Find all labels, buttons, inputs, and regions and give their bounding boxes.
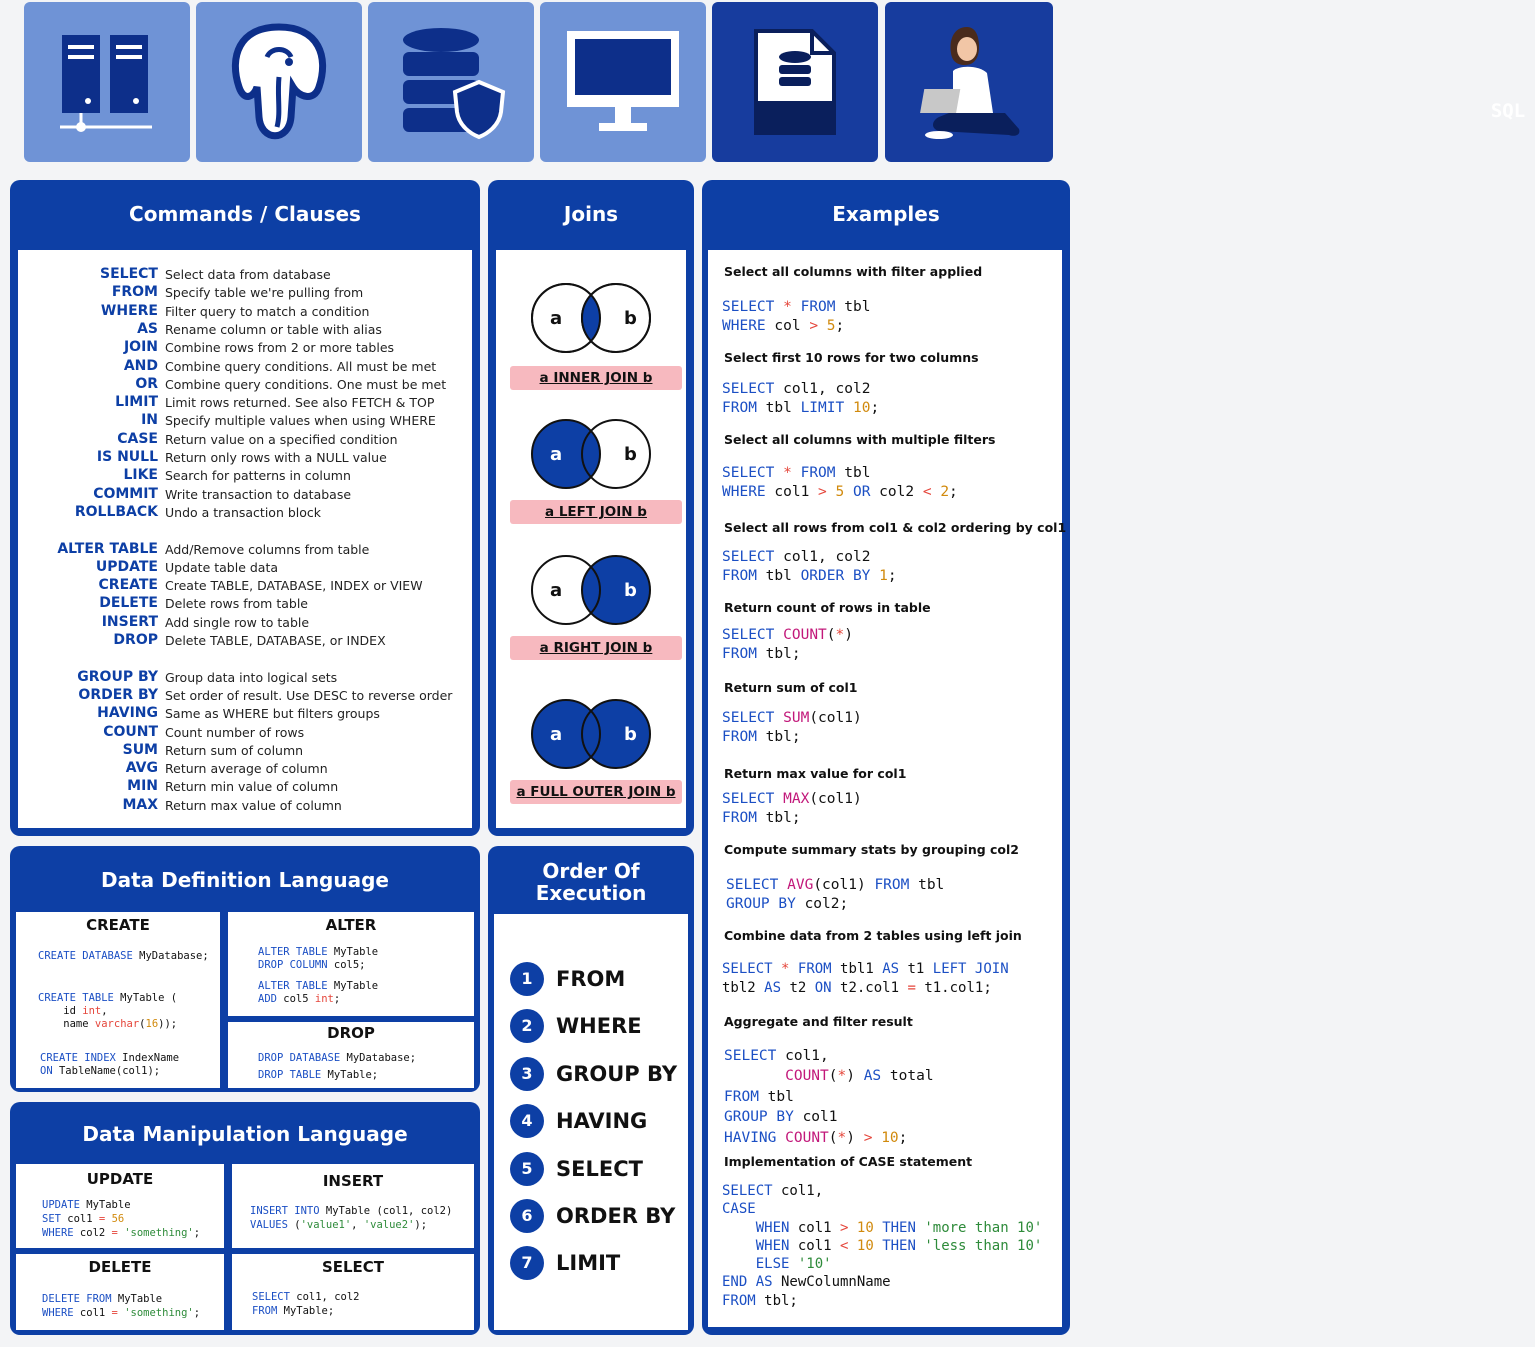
command-description: Return value on a specified condition bbox=[165, 431, 398, 447]
command-description: Return only rows with a NULL value bbox=[165, 450, 387, 465]
command-row bbox=[18, 467, 478, 485]
command-description: Same as WHERE but filters groups bbox=[165, 706, 380, 722]
ddl-create-box bbox=[16, 912, 220, 1088]
command-name: LIMIT bbox=[115, 394, 158, 411]
example-code: SELECT col1, CASE WHEN col1 > 10 THEN 'more than 10' WHEN col1 < 10 THEN 'less than 10' ELSE '10' END AS NewColumnName FROM tbl; bbox=[722, 1183, 1043, 1309]
command-row bbox=[18, 412, 478, 430]
order-title-line1: Order Of bbox=[542, 859, 640, 883]
command-name: SUM bbox=[122, 741, 158, 758]
command-row bbox=[18, 266, 478, 284]
ddl-create-code: CREATE TABLE MyTable ( id int, name varchar(16)); bbox=[38, 992, 178, 1030]
command-description: Delete rows from table bbox=[165, 596, 308, 612]
full-outer-join-diagram bbox=[526, 696, 656, 776]
example-heading: Combine data from 2 tables using left join bbox=[724, 928, 1022, 943]
dml-title: Data Manipulation Language bbox=[82, 1122, 408, 1146]
command-row bbox=[18, 486, 478, 504]
joins-title: Joins bbox=[563, 202, 619, 226]
command-row bbox=[18, 614, 478, 632]
order-title bbox=[488, 860, 694, 904]
command-description: Set order of result. Use DESC to reverse order bbox=[165, 687, 453, 703]
command-row bbox=[18, 431, 478, 449]
command-description: Write transaction to database bbox=[165, 486, 352, 502]
ddl-alter-box bbox=[228, 912, 474, 1016]
order-body bbox=[494, 914, 688, 1330]
database-tile bbox=[368, 2, 534, 162]
order-step-label: GROUP BY bbox=[556, 1061, 678, 1086]
dml-panel bbox=[10, 1102, 480, 1335]
inner-join-label: a INNER JOIN b bbox=[510, 366, 682, 390]
dml-select-title: SELECT bbox=[321, 1258, 385, 1276]
examples-panel bbox=[702, 180, 1070, 1335]
order-step-number: 1 bbox=[510, 962, 544, 996]
command-name: MIN bbox=[127, 778, 158, 795]
example-heading: Select all columns with multiple filters bbox=[724, 432, 996, 447]
example-code: SELECT AVG(col1) FROM tbl GROUP BY col2; bbox=[726, 877, 945, 912]
command-description: Limit rows returned. See also FETCH & TOP bbox=[165, 395, 435, 411]
example-heading: Aggregate and filter result bbox=[724, 1014, 913, 1029]
command-name: OR bbox=[135, 375, 158, 392]
command-row bbox=[18, 687, 478, 705]
command-name: WHERE bbox=[100, 302, 158, 319]
command-description: Combine query conditions. One must be met bbox=[165, 376, 447, 392]
command-description: Return min value of column bbox=[165, 779, 339, 795]
example-code: SELECT MAX(col1) FROM tbl; bbox=[722, 791, 862, 826]
command-name: LIKE bbox=[123, 467, 158, 484]
postgres-elephant-icon bbox=[219, 17, 339, 147]
ddl-create-code: CREATE INDEX IndexName ON TableName(col1); bbox=[40, 1052, 180, 1077]
ddl-title: Data Definition Language bbox=[101, 868, 389, 892]
command-row bbox=[18, 778, 478, 796]
command-row bbox=[18, 321, 478, 339]
command-name: UPDATE bbox=[95, 558, 158, 575]
example-heading: Implementation of CASE statement bbox=[724, 1154, 973, 1169]
command-description: Count number of rows bbox=[165, 724, 305, 740]
ddl-drop-box bbox=[228, 1022, 474, 1088]
full-outer-join-label: a FULL OUTER JOIN b bbox=[510, 780, 682, 804]
ddl-drop-code: DROP DATABASE MyDatabase; DROP TABLE MyTable; bbox=[258, 1052, 417, 1081]
command-description: Delete TABLE, DATABASE, or INDEX bbox=[165, 633, 386, 648]
order-step-label: FROM bbox=[556, 967, 626, 991]
command-row bbox=[18, 541, 478, 559]
example-heading: Return count of rows in table bbox=[724, 600, 931, 615]
command-name: IS NULL bbox=[96, 449, 158, 465]
ddl-alter-code: ALTER TABLE MyTable ADD col5 int; bbox=[258, 980, 379, 1005]
joins-panel bbox=[488, 180, 694, 836]
example-code: SELECT * FROM tbl WHERE col1 > 5 OR col2 < 2; bbox=[722, 465, 958, 500]
command-row bbox=[18, 742, 478, 760]
order-panel bbox=[488, 846, 694, 1335]
example-code: SELECT SUM(col1) FROM tbl; bbox=[722, 710, 862, 745]
dml-delete-box bbox=[16, 1254, 224, 1330]
venn-b-label: b bbox=[624, 308, 637, 329]
command-description: Return average of column bbox=[165, 761, 328, 777]
command-row bbox=[18, 577, 478, 595]
order-step-number: 6 bbox=[510, 1199, 544, 1233]
command-name: MAX bbox=[122, 796, 158, 813]
example-code: SELECT col1, col2 FROM tbl LIMIT 10; bbox=[722, 381, 880, 416]
woman-laptop-icon bbox=[909, 17, 1029, 147]
order-step-number: 4 bbox=[510, 1104, 544, 1138]
dml-update-code: UPDATE MyTable SET col1 = 56 WHERE col2 = 'something'; bbox=[42, 1199, 201, 1239]
example-code: SELECT * FROM tbl WHERE col > 5; bbox=[722, 299, 871, 334]
ddl-create-code: CREATE DATABASE MyDatabase; bbox=[38, 950, 209, 962]
command-row bbox=[18, 595, 478, 613]
server-icon-tile bbox=[24, 2, 190, 162]
postgres-tile bbox=[196, 2, 362, 162]
command-description: Add/Remove columns from table bbox=[165, 541, 370, 557]
dml-update-title: UPDATE bbox=[86, 1170, 154, 1188]
example-code: SELECT col1, col2 FROM tbl ORDER BY 1; bbox=[722, 549, 897, 584]
woman-laptop-tile bbox=[885, 2, 1053, 162]
command-row bbox=[18, 760, 478, 778]
joins-body bbox=[496, 250, 686, 828]
command-description: Specify multiple values when using WHERE bbox=[165, 413, 436, 429]
command-description: Return sum of column bbox=[165, 742, 304, 758]
commands-body bbox=[18, 250, 472, 828]
venn-b-label: b bbox=[624, 444, 637, 465]
command-name: IN bbox=[141, 412, 158, 429]
examples-body bbox=[708, 250, 1067, 1327]
ddl-panel bbox=[10, 846, 480, 1092]
command-name: CREATE bbox=[98, 577, 158, 594]
order-step-label: HAVING bbox=[556, 1109, 648, 1134]
command-description: Rename column or table with alias bbox=[165, 321, 382, 337]
command-row bbox=[18, 376, 478, 394]
order-step-number: 5 bbox=[510, 1152, 544, 1186]
ddl-drop-title: DROP bbox=[327, 1024, 375, 1042]
examples-title: Examples bbox=[832, 202, 940, 226]
dml-delete-code: DELETE FROM MyTable WHERE col1 = 'something'; bbox=[42, 1293, 201, 1319]
dml-delete-title: DELETE bbox=[88, 1258, 152, 1276]
command-description: Search for patterns in column bbox=[165, 468, 351, 484]
command-name: DROP bbox=[113, 632, 158, 648]
order-list bbox=[494, 962, 688, 1322]
left-join-label: a LEFT JOIN b bbox=[510, 500, 682, 524]
command-row bbox=[18, 358, 478, 376]
command-name: FROM bbox=[111, 284, 158, 301]
command-row bbox=[18, 724, 478, 742]
command-row bbox=[18, 559, 478, 577]
dml-select-code: SELECT col1, col2 FROM MyTable; bbox=[252, 1291, 360, 1317]
order-step-number: 2 bbox=[510, 1009, 544, 1043]
venn-a-label: a bbox=[550, 308, 563, 329]
example-heading: Return max value for col1 bbox=[724, 766, 907, 781]
dml-update-box bbox=[16, 1164, 224, 1248]
order-step-number: 3 bbox=[510, 1057, 544, 1091]
command-description: Undo a transaction block bbox=[165, 504, 322, 520]
command-row bbox=[18, 284, 478, 302]
commands-panel bbox=[10, 180, 480, 836]
dml-insert-code: INSERT INTO MyTable (col1, col2) VALUES ('value1', 'value2'); bbox=[250, 1205, 453, 1231]
command-name: AVG bbox=[125, 760, 158, 777]
commands-title: Commands / Clauses bbox=[129, 202, 361, 226]
command-name: DELETE bbox=[99, 595, 158, 612]
command-description: Add single row to table bbox=[165, 614, 310, 630]
command-row bbox=[18, 504, 478, 522]
command-name: HAVING bbox=[97, 705, 158, 722]
command-row bbox=[18, 303, 478, 321]
right-join-label: a RIGHT JOIN b bbox=[510, 636, 682, 660]
database-shield-icon bbox=[391, 22, 511, 142]
example-code: SELECT col1, COUNT(*) AS total FROM tbl GROUP BY col1 HAVING COUNT(*) > 10; bbox=[724, 1048, 934, 1146]
command-row bbox=[18, 339, 478, 357]
sql-icon-text: SQL bbox=[1490, 100, 1526, 122]
command-row bbox=[18, 705, 478, 723]
order-step-label: LIMIT bbox=[556, 1251, 621, 1276]
command-name: ROLLBACK bbox=[74, 503, 158, 520]
monitor-icon bbox=[563, 27, 683, 137]
commands-list bbox=[18, 266, 472, 826]
venn-a-label: a bbox=[550, 444, 563, 465]
order-step-label: WHERE bbox=[556, 1014, 642, 1039]
example-heading: Select first 10 rows for two columns bbox=[724, 350, 979, 365]
venn-b-label: b bbox=[624, 724, 637, 745]
command-name: AND bbox=[123, 357, 158, 374]
venn-a-label: a bbox=[550, 724, 563, 745]
command-name: AS bbox=[137, 320, 158, 337]
example-heading: Compute summary stats by grouping col2 bbox=[724, 842, 1020, 857]
command-description: Combine query conditions. All must be met bbox=[165, 358, 437, 374]
order-step-label: SELECT bbox=[556, 1156, 643, 1181]
command-name: SELECT bbox=[100, 266, 158, 282]
order-step-label: ORDER BY bbox=[556, 1204, 676, 1228]
command-description: Create TABLE, DATABASE, INDEX or VIEW bbox=[165, 578, 423, 594]
example-heading: Return sum of col1 bbox=[724, 680, 858, 695]
example-code: SELECT * FROM tbl1 AS t1 LEFT JOIN tbl2 AS t2 ON t2.col1 = t1.col1; bbox=[722, 961, 1009, 996]
right-join-diagram bbox=[526, 552, 656, 632]
venn-b-label: b bbox=[624, 580, 637, 601]
example-heading: Select all rows from col1 & col2 ordering by col1 bbox=[724, 520, 1067, 535]
example-code: SELECT COUNT(*) FROM tbl; bbox=[722, 627, 853, 662]
command-row bbox=[18, 669, 478, 687]
order-step-number: 7 bbox=[510, 1246, 544, 1280]
inner-join-diagram bbox=[526, 280, 656, 360]
command-name: COMMIT bbox=[93, 485, 158, 502]
dml-insert-title: INSERT bbox=[322, 1172, 384, 1190]
command-row bbox=[18, 797, 478, 815]
ddl-alter-title: ALTER bbox=[325, 916, 377, 934]
command-name: INSERT bbox=[101, 613, 158, 630]
command-description: Specify table we're pulling from bbox=[165, 285, 364, 301]
venn-a-label: a bbox=[550, 580, 563, 601]
command-name: ORDER BY bbox=[78, 686, 158, 703]
command-description: Select data from database bbox=[165, 267, 331, 282]
ddl-alter-code: ALTER TABLE MyTable DROP COLUMN col5; bbox=[258, 946, 379, 971]
command-row bbox=[18, 632, 478, 650]
command-row bbox=[18, 394, 478, 412]
command-description: Group data into logical sets bbox=[165, 669, 338, 685]
command-description: Update table data bbox=[165, 559, 279, 575]
dml-select-box bbox=[232, 1254, 474, 1330]
command-name: ALTER TABLE bbox=[57, 540, 158, 557]
ddl-create-title: CREATE bbox=[86, 916, 150, 934]
command-name: COUNT bbox=[103, 723, 158, 740]
sql-file-tile bbox=[712, 2, 1526, 162]
sql-file-icon bbox=[750, 27, 840, 137]
monitor-tile bbox=[540, 2, 706, 162]
left-join-diagram bbox=[526, 416, 656, 496]
command-description: Return max value of column bbox=[165, 797, 342, 813]
command-name: GROUP BY bbox=[77, 668, 158, 685]
command-description: Filter query to match a condition bbox=[165, 303, 370, 319]
command-name: JOIN bbox=[123, 339, 158, 356]
command-description: Combine rows from 2 or more tables bbox=[165, 340, 395, 356]
example-heading: Select all columns with filter applied bbox=[724, 264, 983, 279]
command-name: CASE bbox=[117, 430, 158, 447]
server-icon bbox=[52, 27, 162, 137]
dml-insert-box bbox=[232, 1164, 474, 1248]
command-row bbox=[18, 449, 478, 467]
order-title-line2: Execution bbox=[535, 881, 647, 905]
